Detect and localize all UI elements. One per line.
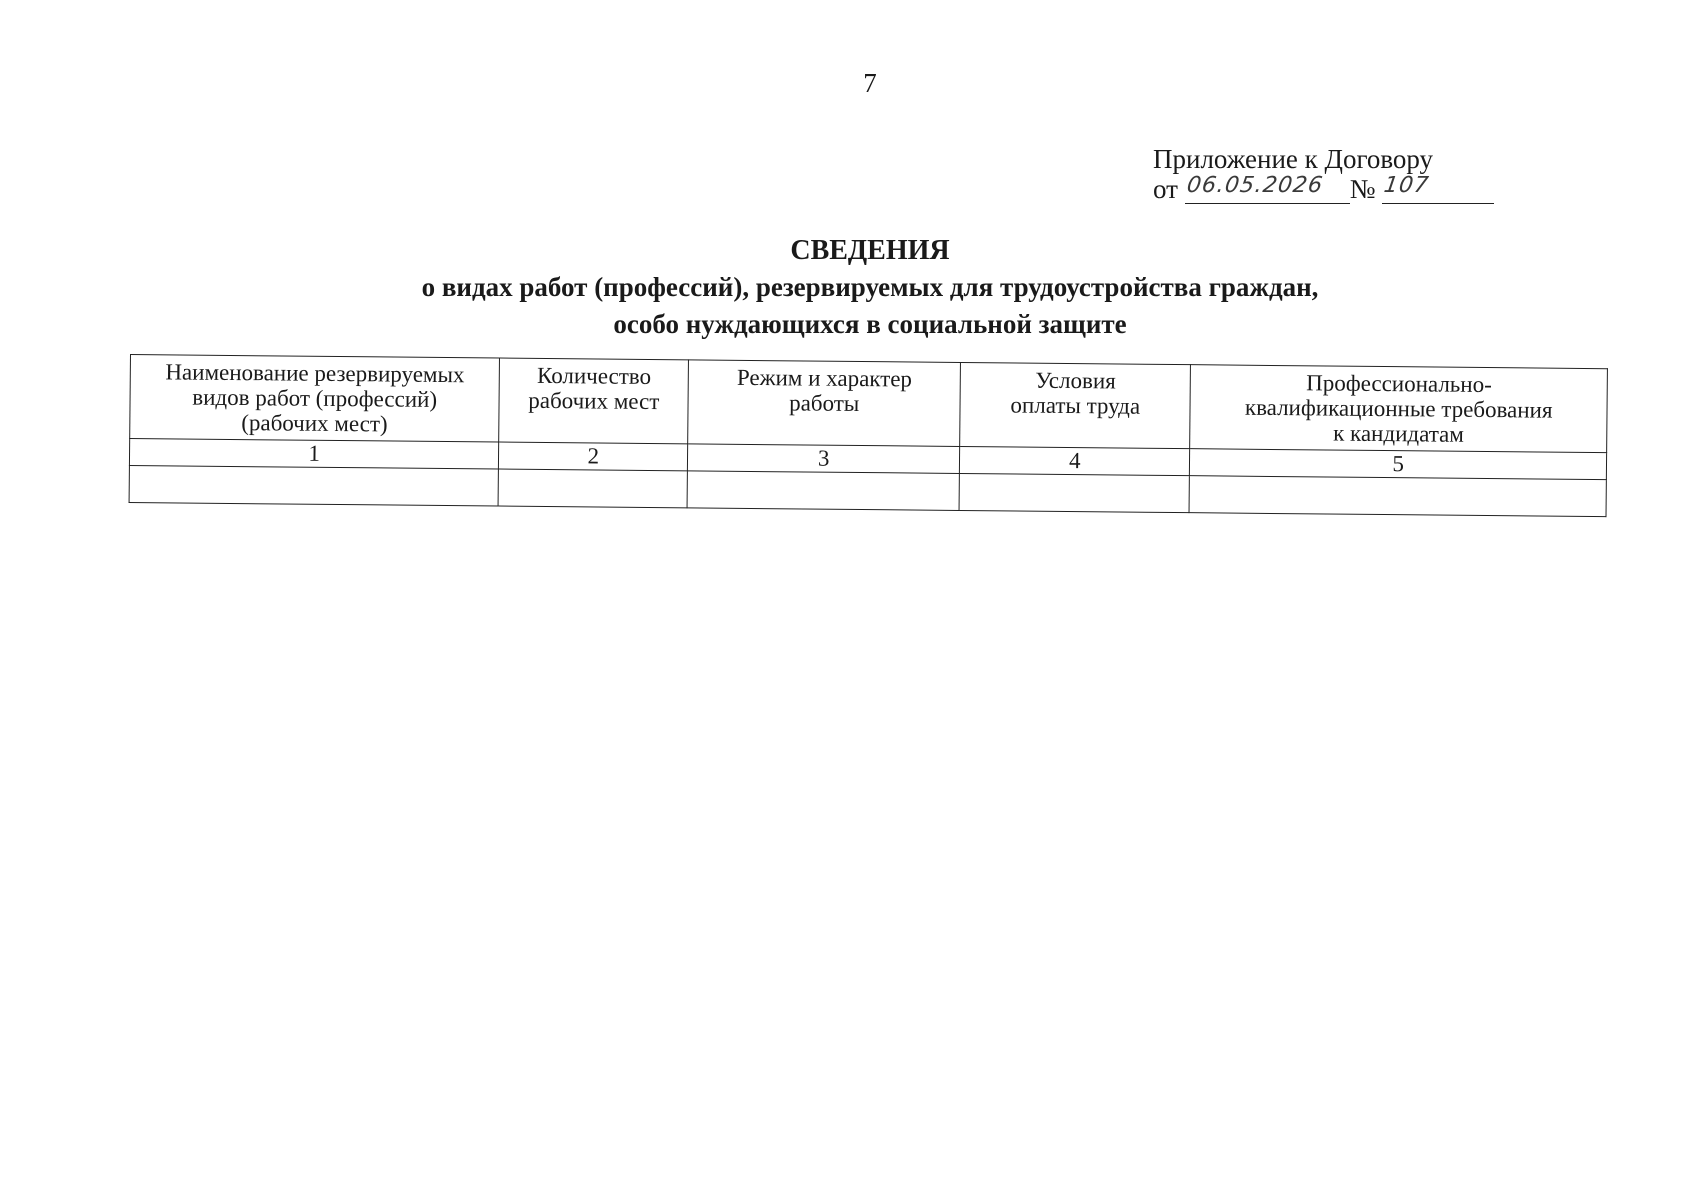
date-field xyxy=(1185,175,1350,204)
table-cell xyxy=(129,465,499,506)
header-job-name: Наименование резервируемых видов работ (профессий) (рабочих мест) xyxy=(130,355,500,443)
header-payment-terms: Условия оплаты труда xyxy=(960,362,1191,448)
title-main: СВЕДЕНИЯ xyxy=(790,235,950,266)
column-number: 5 xyxy=(1190,449,1607,480)
appendix-block xyxy=(1153,144,1494,204)
table-cell xyxy=(959,473,1190,512)
column-number: 4 xyxy=(959,446,1190,475)
column-number: 1 xyxy=(129,439,498,470)
title-line-2: о видах работ (профессий), резервируемых для трудоустройства граждан, xyxy=(421,272,1319,302)
appendix-date-line xyxy=(1153,174,1494,204)
header-work-mode: Режим и характер работы xyxy=(688,360,961,447)
number-label: № xyxy=(1349,174,1376,204)
page-number: 7 xyxy=(863,68,877,98)
appendix-title: Приложение к Договору xyxy=(1153,144,1434,174)
table-header-row xyxy=(130,355,1608,453)
handwritten-date: 06.05.2026 xyxy=(1185,173,1325,198)
title-line-3: особо нуждающихся в социальной защите xyxy=(613,309,1127,339)
header-workplace-count: Количество рабочих мест xyxy=(499,358,689,444)
table-cell xyxy=(1189,476,1606,517)
handwritten-number: 107 xyxy=(1382,173,1432,198)
reserved-jobs-table xyxy=(129,354,1608,517)
document-title xyxy=(0,232,1700,343)
column-number: 2 xyxy=(499,442,688,471)
header-qualification-requirements: Профессионально- квалификационные требования к кандидатам xyxy=(1190,365,1607,453)
column-number: 3 xyxy=(688,444,960,474)
number-field xyxy=(1382,175,1494,204)
from-label: от xyxy=(1153,174,1178,204)
table-cell xyxy=(687,471,959,511)
table-cell xyxy=(498,469,687,508)
reserved-jobs-table-wrap xyxy=(129,354,1608,517)
